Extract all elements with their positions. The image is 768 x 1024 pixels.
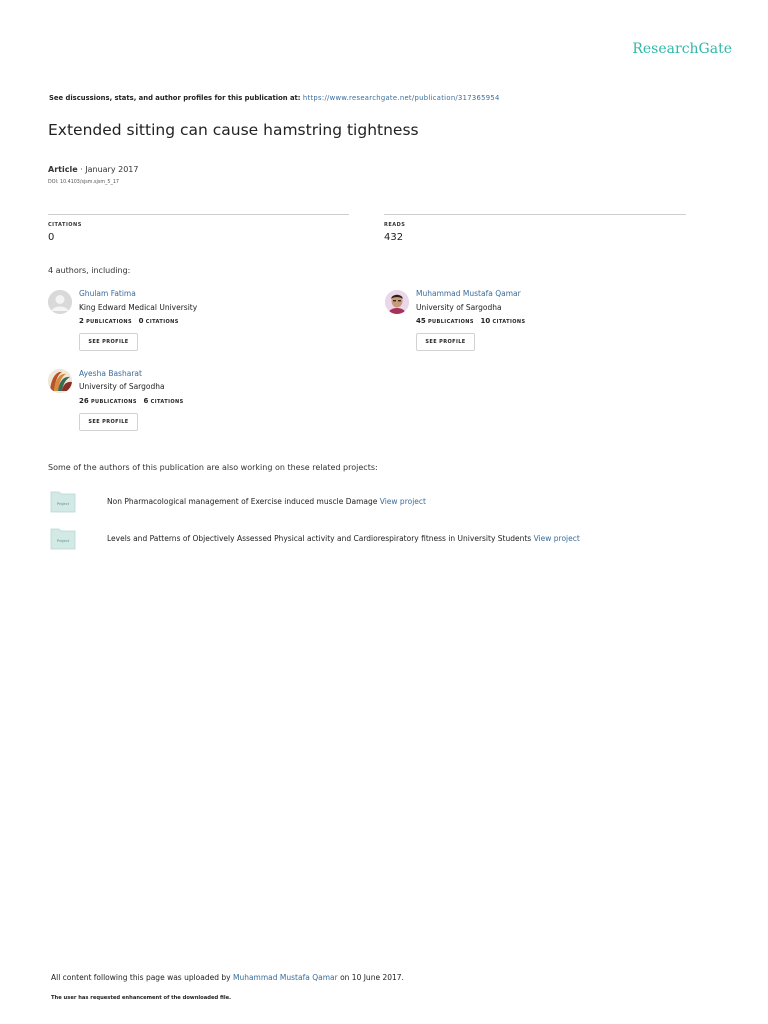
publications-label: PUBLICATIONS	[427, 319, 474, 325]
see-profile-button[interactable]: SEE PROFILE	[79, 333, 138, 351]
author-institution: King Edward Medical University	[79, 303, 198, 312]
citations-label: CITATIONS	[145, 319, 179, 325]
article-date: · January 2017	[77, 165, 139, 174]
view-project-link[interactable]: View project	[533, 534, 580, 543]
projects-heading: Some of the authors of this publication are also working on these related projects:	[48, 463, 378, 472]
reads-label: READS	[384, 222, 406, 228]
publications-label: PUBLICATIONS	[86, 319, 132, 325]
author-name[interactable]: Ayesha Basharat	[79, 369, 142, 378]
upload-suffix: on 10 June 2017.	[337, 973, 404, 982]
project-folder-icon	[50, 526, 76, 550]
author-avatar-icon[interactable]	[385, 290, 409, 314]
upload-notice	[51, 973, 404, 982]
author-stats	[79, 317, 179, 325]
publications-count: 45	[416, 317, 426, 325]
reads-divider	[384, 214, 686, 215]
discussion-notice	[49, 94, 500, 102]
project-item	[107, 497, 426, 506]
discussion-text: See discussions, stats, and author profiles for this publication at:	[49, 94, 303, 102]
article-doi: DOI: 10.4103/sjsm.sjsm_5_17	[48, 180, 119, 185]
project-item	[107, 534, 580, 543]
author-avatar-icon[interactable]	[48, 290, 72, 314]
see-profile-button[interactable]: SEE PROFILE	[416, 333, 475, 351]
publication-link[interactable]: https://www.researchgate.net/publication/317365954	[302, 94, 500, 102]
citations-label: CITATIONS	[492, 319, 526, 325]
project-title: Non Pharmacological management of Exercise induced muscle Damage	[107, 497, 380, 506]
citations-label: CITATIONS	[48, 222, 82, 228]
project-icon-label: Project	[56, 539, 70, 543]
citations-count: 6	[143, 397, 149, 405]
see-profile-button[interactable]: SEE PROFILE	[79, 413, 138, 431]
project-icon-label: Project	[56, 502, 70, 506]
author-photo	[48, 369, 72, 393]
enhancement-notice: The user has requested enhancement of the downloaded file.	[51, 995, 232, 1001]
author-name[interactable]: Muhammad Mustafa Qamar	[416, 289, 521, 298]
citations-value: 0	[48, 232, 55, 243]
citations-count: 0	[138, 317, 144, 325]
author-stats	[416, 317, 525, 325]
publications-count: 2	[79, 317, 84, 325]
publication-title: Extended sitting can cause hamstring tightness	[48, 121, 419, 139]
author-stats	[79, 397, 184, 405]
reads-value: 432	[384, 232, 404, 243]
author-institution: University of Sargodha	[79, 382, 165, 391]
uploader-link[interactable]: Muhammad Mustafa Qamar	[232, 973, 338, 982]
citations-divider	[48, 214, 349, 215]
author-photo	[385, 290, 409, 314]
project-folder-icon	[50, 489, 76, 513]
publications-count: 26	[79, 397, 89, 405]
author-avatar-icon[interactable]	[48, 369, 72, 393]
view-project-link[interactable]: View project	[379, 497, 426, 506]
authors-heading: 4 authors, including:	[48, 266, 131, 275]
project-title: Levels and Patterns of Objectively Assessed Physical activity and Cardiorespiratory fitness in University Students	[107, 534, 534, 543]
article-meta	[48, 165, 138, 174]
researchgate-logo: ResearchGate	[632, 41, 732, 57]
article-type: Article	[48, 165, 78, 174]
upload-prefix: All content following this page was uploaded by	[51, 973, 233, 982]
person-placeholder-icon	[48, 290, 72, 314]
citations-label: CITATIONS	[150, 399, 184, 405]
publications-label: PUBLICATIONS	[90, 399, 137, 405]
author-name[interactable]: Ghulam Fatima	[79, 289, 136, 298]
author-institution: University of Sargodha	[416, 303, 502, 312]
citations-count: 10	[480, 317, 491, 325]
